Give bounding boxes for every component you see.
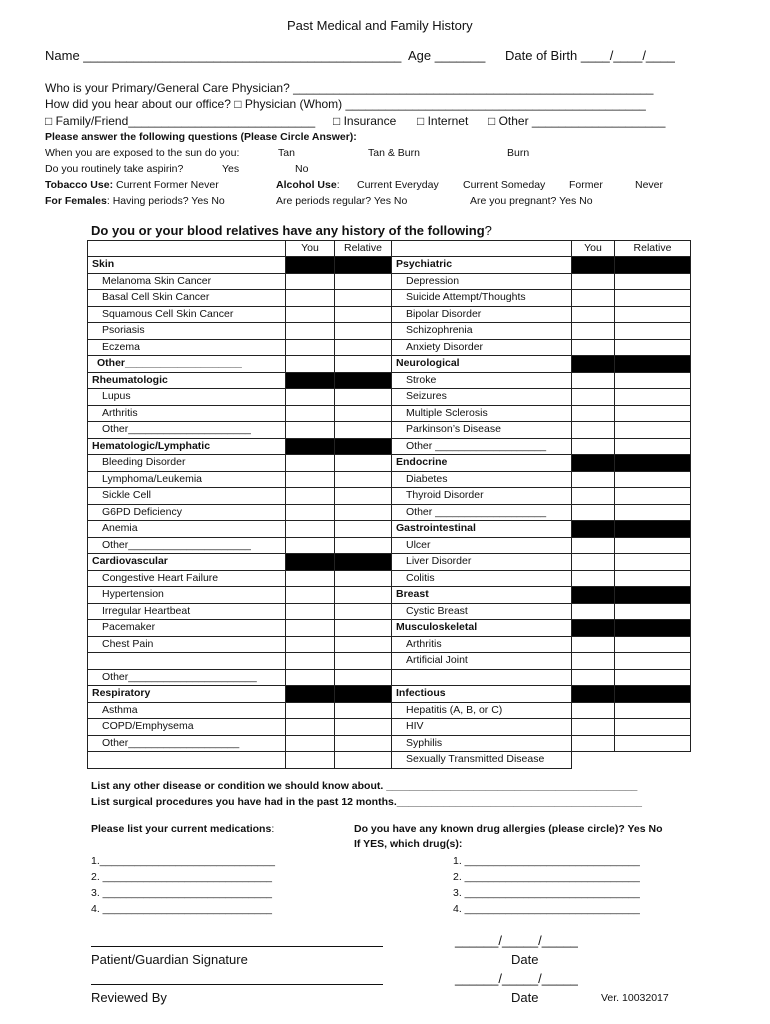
females-label: For Females: [45, 195, 107, 207]
you-cell-right[interactable]: [572, 735, 615, 752]
history-row: [88, 405, 691, 422]
relative-cell-right[interactable]: [615, 339, 691, 356]
category-heading-right: Psychiatric: [392, 257, 572, 274]
history-row: [88, 339, 691, 356]
you-cell-left[interactable]: [286, 521, 335, 538]
blocked-cell: [615, 257, 691, 274]
you-cell-right[interactable]: [572, 636, 615, 653]
history-row: [88, 537, 691, 554]
relative-cell-left[interactable]: [335, 273, 392, 290]
blocked-cell: [615, 620, 691, 637]
you-cell-right[interactable]: [572, 603, 615, 620]
history-row: [88, 471, 691, 488]
medication-line[interactable]: 2. _____________________________: [91, 871, 273, 883]
relative-cell-left[interactable]: [335, 471, 392, 488]
reviewed-date-label: Date: [511, 990, 539, 1005]
blocked-cell: [286, 372, 335, 389]
condition-left: Other___________________: [88, 735, 286, 752]
relative-cell-left[interactable]: [335, 636, 392, 653]
condition-right: Depression: [392, 273, 572, 290]
you-cell-right[interactable]: [572, 537, 615, 554]
relative-cell-left[interactable]: [335, 306, 392, 323]
category-heading-left: Respiratory: [88, 686, 286, 703]
relative-cell-right[interactable]: [615, 570, 691, 587]
history-row: [88, 587, 691, 604]
condition-left: Sickle Cell: [88, 488, 286, 505]
history-row: [88, 273, 691, 290]
relative-cell-right[interactable]: [615, 554, 691, 571]
condition-right: Cystic Breast: [392, 603, 572, 620]
relative-cell-left[interactable]: [335, 455, 392, 472]
blocked-cell: [572, 521, 615, 538]
history-row: [88, 389, 691, 406]
relative-cell-left[interactable]: [335, 356, 392, 373]
hear-about-field[interactable]: How did you hear about our office? □ Physician (Whom) _____________________________________________: [45, 97, 646, 111]
you-cell-left[interactable]: [286, 471, 335, 488]
blocked-cell: [572, 686, 615, 703]
condition-right: Artificial Joint: [392, 653, 572, 670]
category-heading-right: Gastrointestinal: [392, 521, 572, 538]
alcohol-label: Alcohol Use: [276, 179, 337, 191]
blocked-cell: [572, 356, 615, 373]
condition-right: Diabetes: [392, 471, 572, 488]
allergies-sub: If YES, which drug(s):: [354, 838, 463, 850]
you-cell-right[interactable]: [572, 422, 615, 439]
you-cell-left[interactable]: [286, 653, 335, 670]
you-cell-left[interactable]: [286, 323, 335, 340]
version-label: Ver. 10032017: [601, 992, 669, 1004]
blocked-cell: [286, 686, 335, 703]
medications-colon: :: [271, 823, 275, 835]
you-cell-left[interactable]: [286, 290, 335, 307]
sun-answer-tan[interactable]: Tan: [278, 147, 295, 159]
alcohol-colon: :: [336, 179, 340, 191]
condition-right: Sexually Transmitted Disease: [392, 752, 572, 769]
blocked-cell: [615, 686, 691, 703]
col-relative-right: Relative: [615, 241, 691, 257]
relative-cell-right[interactable]: [615, 405, 691, 422]
you-cell-right[interactable]: [572, 653, 615, 670]
sun-answer-burn[interactable]: Burn: [507, 147, 530, 159]
you-cell-left[interactable]: [286, 455, 335, 472]
relative-cell-left[interactable]: [335, 752, 392, 769]
relative-cell-right[interactable]: [615, 636, 691, 653]
category-heading-right: Endocrine: [392, 455, 572, 472]
condition-left: [88, 653, 286, 670]
relative-cell-left[interactable]: [335, 389, 392, 406]
category-heading-left: Rheumatologic: [88, 372, 286, 389]
condition-left: Psoriasis: [88, 323, 286, 340]
relative-cell-left[interactable]: [335, 620, 392, 637]
physician-field[interactable]: Who is your Primary/General Care Physician? ______________________________________________________: [45, 81, 654, 95]
blocked-cell: [615, 455, 691, 472]
history-row: [88, 719, 691, 736]
relative-cell-left[interactable]: [335, 702, 392, 719]
history-row: [88, 686, 691, 703]
history-row: [88, 636, 691, 653]
header-blank-right: [392, 241, 572, 257]
you-cell-right[interactable]: [572, 372, 615, 389]
instructions: Please answer the following questions (Please Circle Answer):: [45, 131, 357, 143]
condition-left: Lupus: [88, 389, 286, 406]
condition-left: Hypertension: [88, 587, 286, 604]
you-cell-left[interactable]: [286, 389, 335, 406]
page-title: Past Medical and Family History: [287, 18, 473, 33]
relative-cell-right[interactable]: [615, 735, 691, 752]
relative-cell-right[interactable]: [615, 323, 691, 340]
you-cell-left[interactable]: [286, 603, 335, 620]
blocked-cell: [572, 587, 615, 604]
blocked-cell: [286, 257, 335, 274]
history-row: [88, 257, 691, 274]
alcohol-former[interactable]: Former: [569, 179, 603, 191]
medication-line[interactable]: 3. _____________________________: [91, 887, 273, 899]
relative-cell-left[interactable]: [335, 570, 392, 587]
aspirin-yes[interactable]: Yes: [222, 163, 240, 175]
you-cell-left[interactable]: [286, 488, 335, 505]
relative-cell-left[interactable]: [335, 719, 392, 736]
you-cell-left[interactable]: [286, 306, 335, 323]
females-periods-question[interactable]: : Having periods? Yes No: [106, 195, 225, 207]
condition-left: Other_____________________: [88, 422, 286, 439]
medication-line[interactable]: 4. _____________________________: [91, 903, 273, 915]
history-row: [88, 488, 691, 505]
reviewed-by-line[interactable]: [91, 984, 383, 985]
category-heading-right: Neurological: [392, 356, 572, 373]
sun-question: When you are exposed to the sun do you:: [45, 147, 240, 159]
you-cell-right[interactable]: [572, 306, 615, 323]
name-field[interactable]: Name ____________________________________________: [45, 48, 402, 63]
relative-cell-left[interactable]: [335, 537, 392, 554]
condition-left: Arthritis: [88, 405, 286, 422]
you-cell-left[interactable]: [286, 752, 335, 769]
you-cell-left[interactable]: [286, 620, 335, 637]
you-cell-right[interactable]: [572, 719, 615, 736]
history-heading-text: Do you or your blood relatives have any history of the following: [91, 223, 485, 238]
blocked-cell: [615, 356, 691, 373]
category-heading-right: Musculoskeletal: [392, 620, 572, 637]
history-header-row: [88, 241, 691, 257]
relative-cell-right[interactable]: [615, 603, 691, 620]
relative-cell-left[interactable]: [335, 504, 392, 521]
you-cell-right[interactable]: [572, 471, 615, 488]
alcohol-never[interactable]: Never: [635, 179, 664, 191]
you-cell-right[interactable]: [572, 554, 615, 571]
relative-cell-right[interactable]: [615, 306, 691, 323]
relative-cell-left[interactable]: [335, 339, 392, 356]
blocked-cell: [335, 554, 392, 571]
you-cell-left[interactable]: [286, 735, 335, 752]
col-you-right: You: [572, 241, 615, 257]
condition-right: Liver Disorder: [392, 554, 572, 571]
patient-signature-label: Patient/Guardian Signature: [91, 952, 248, 967]
condition-left: [88, 752, 286, 769]
condition-left: Anemia: [88, 521, 286, 538]
you-cell-left[interactable]: [286, 669, 335, 686]
relative-cell-left[interactable]: [335, 587, 392, 604]
condition-left: Other_____________________: [88, 537, 286, 554]
history-row: [88, 372, 691, 389]
periods-regular-question[interactable]: Are periods regular? Yes No: [276, 195, 408, 207]
condition-left: Squamous Cell Skin Cancer: [88, 306, 286, 323]
condition-left: COPD/Emphysema: [88, 719, 286, 736]
condition-right: Stroke: [392, 372, 572, 389]
relative-cell-left[interactable]: [335, 669, 392, 686]
tobacco-label: Tobacco Use:: [45, 179, 114, 191]
relative-cell-right[interactable]: [615, 702, 691, 719]
you-cell-left[interactable]: [286, 422, 335, 439]
condition-right: Bipolar Disorder: [392, 306, 572, 323]
you-cell-right[interactable]: [572, 290, 615, 307]
condition-left: Basal Cell Skin Cancer: [88, 290, 286, 307]
other-checkbox[interactable]: □ Other ____________________: [488, 114, 666, 128]
you-cell-right[interactable]: [572, 405, 615, 422]
pregnant-question[interactable]: Are you pregnant? Yes No: [470, 195, 593, 207]
insurance-checkbox[interactable]: □ Insurance: [333, 114, 397, 128]
condition-right: Suicide Attempt/Thoughts: [392, 290, 572, 307]
medications-heading: [91, 823, 274, 835]
history-row: [88, 356, 691, 373]
you-cell-right[interactable]: [572, 488, 615, 505]
blocked-cell: [286, 438, 335, 455]
blocked-cell: [572, 620, 615, 637]
condition-left: Lymphoma/Leukemia: [88, 471, 286, 488]
history-row: [88, 620, 691, 637]
history-heading-qmark: ?: [484, 223, 492, 238]
allergy-line[interactable]: 2. ______________________________: [453, 871, 640, 883]
aspirin-question: Do you routinely take aspirin?: [45, 163, 184, 175]
history-row: [88, 735, 691, 752]
you-cell-left[interactable]: [286, 587, 335, 604]
category-heading-right: Infectious: [392, 686, 572, 703]
condition-right: Parkinson’s Disease: [392, 422, 572, 439]
you-cell-left[interactable]: [286, 273, 335, 290]
condition-right: Seizures: [392, 389, 572, 406]
category-heading-right: Breast: [392, 587, 572, 604]
condition-left: Pacemaker: [88, 620, 286, 637]
relative-cell-left[interactable]: [335, 653, 392, 670]
females-row: [45, 195, 225, 207]
you-cell-right[interactable]: [572, 339, 615, 356]
history-row: [88, 554, 691, 571]
history-heading: [91, 223, 492, 238]
condition-left: Eczema: [88, 339, 286, 356]
condition-right: Arthritis: [392, 636, 572, 653]
relative-cell-right[interactable]: [615, 719, 691, 736]
you-cell-left[interactable]: [286, 537, 335, 554]
surgical-field[interactable]: List surgical procedures you have had in the past 12 months.__________________________________________: [91, 796, 643, 808]
header-blank-left: [88, 241, 286, 257]
blocked-cell: [335, 257, 392, 274]
you-cell-left[interactable]: [286, 570, 335, 587]
blocked-cell: [615, 521, 691, 538]
history-row: [88, 306, 691, 323]
blocked-cell: [335, 372, 392, 389]
condition-right: Syphilis: [392, 735, 572, 752]
you-cell-right[interactable]: [572, 752, 615, 769]
alcohol-row: [276, 179, 340, 191]
condition-left: Asthma: [88, 702, 286, 719]
relative-cell-right[interactable]: [615, 290, 691, 307]
relative-cell-left[interactable]: [335, 323, 392, 340]
condition-right: Colitis: [392, 570, 572, 587]
history-row: [88, 438, 691, 455]
relative-cell-right[interactable]: [615, 504, 691, 521]
condition-left: Irregular Heartbeat: [88, 603, 286, 620]
you-cell-right[interactable]: [572, 669, 615, 686]
you-cell-left[interactable]: [286, 636, 335, 653]
age-field[interactable]: Age _______: [408, 48, 486, 63]
relative-cell-right[interactable]: [615, 471, 691, 488]
relative-cell-right[interactable]: [615, 752, 691, 769]
history-row: [88, 603, 691, 620]
aspirin-no[interactable]: No: [295, 163, 309, 175]
category-heading-left: Hematologic/Lymphatic: [88, 438, 286, 455]
history-row: [88, 521, 691, 538]
blocked-cell: [615, 587, 691, 604]
blocked-cell: [572, 455, 615, 472]
blocked-cell: [335, 438, 392, 455]
you-cell-left[interactable]: [286, 405, 335, 422]
blocked-cell: [572, 257, 615, 274]
you-cell-right[interactable]: [572, 438, 615, 455]
relative-cell-right[interactable]: [615, 372, 691, 389]
you-cell-left[interactable]: [286, 702, 335, 719]
history-row: [88, 422, 691, 439]
condition-right: Thyroid Disorder: [392, 488, 572, 505]
condition-left: Other______________________: [88, 669, 286, 686]
patient-date-label: Date: [511, 952, 539, 967]
category-heading-left: Cardiovascular: [88, 554, 286, 571]
blocked-cell: [286, 554, 335, 571]
allergy-line[interactable]: 1. ______________________________: [453, 855, 640, 867]
alcohol-current-someday[interactable]: Current Someday: [463, 179, 546, 191]
condition-right: Other ___________________: [392, 438, 572, 455]
condition-left: Bleeding Disorder: [88, 455, 286, 472]
relative-cell-left[interactable]: [335, 521, 392, 538]
condition-right: Other ___________________: [392, 504, 572, 521]
relative-cell-right[interactable]: [615, 669, 691, 686]
relative-cell-left[interactable]: [335, 405, 392, 422]
history-row: [88, 323, 691, 340]
condition-left: G6PD Deficiency: [88, 504, 286, 521]
relative-cell-left[interactable]: [335, 603, 392, 620]
condition-right: Ulcer: [392, 537, 572, 554]
condition-right: Anxiety Disorder: [392, 339, 572, 356]
relative-cell-right[interactable]: [615, 438, 691, 455]
allergies-question[interactable]: Do you have any known drug allergies (please circle)? Yes No: [354, 823, 663, 835]
relative-cell-right[interactable]: [615, 422, 691, 439]
alcohol-current-everyday[interactable]: Current Everyday: [357, 179, 439, 191]
condition-right: Multiple Sclerosis: [392, 405, 572, 422]
history-table: [87, 240, 691, 769]
category-heading-left: Skin: [88, 257, 286, 274]
relative-cell-left[interactable]: [335, 422, 392, 439]
condition-right: [392, 669, 572, 686]
relative-cell-left[interactable]: [335, 290, 392, 307]
patient-date-field[interactable]: ______/_____/_____: [455, 933, 578, 948]
history-row: [88, 455, 691, 472]
internet-checkbox[interactable]: □ Internet: [417, 114, 469, 128]
condition-left: Other____________________: [88, 356, 286, 373]
blocked-cell: [335, 686, 392, 703]
relative-cell-right[interactable]: [615, 389, 691, 406]
you-cell-left[interactable]: [286, 504, 335, 521]
history-row: [88, 570, 691, 587]
condition-right: Hepatitis (A, B, or C): [392, 702, 572, 719]
medications-label: Please list your current medications: [91, 823, 272, 835]
you-cell-right[interactable]: [572, 323, 615, 340]
condition-left: Melanoma Skin Cancer: [88, 273, 286, 290]
col-you-left: You: [286, 241, 335, 257]
reviewed-by-label: Reviewed By: [91, 990, 167, 1005]
relative-cell-right[interactable]: [615, 653, 691, 670]
condition-right: HIV: [392, 719, 572, 736]
you-cell-right[interactable]: [572, 570, 615, 587]
you-cell-left[interactable]: [286, 719, 335, 736]
dob-field[interactable]: Date of Birth ____/____/____: [505, 48, 675, 63]
history-row: [88, 669, 691, 686]
patient-signature-line[interactable]: [91, 946, 383, 947]
relative-cell-right[interactable]: [615, 537, 691, 554]
allergy-line[interactable]: 4. ______________________________: [453, 903, 640, 915]
medication-line[interactable]: 1.______________________________: [91, 855, 275, 867]
tobacco-row: [45, 179, 219, 191]
tobacco-options[interactable]: Current Former Never: [116, 179, 219, 191]
relative-cell-left[interactable]: [335, 735, 392, 752]
relative-cell-right[interactable]: [615, 488, 691, 505]
other-disease-field[interactable]: List any other disease or condition we should know about. ___________________________________________: [91, 780, 638, 792]
you-cell-left[interactable]: [286, 356, 335, 373]
allergy-line[interactable]: 3. ______________________________: [453, 887, 640, 899]
history-row: [88, 702, 691, 719]
family-friend-checkbox[interactable]: □ Family/Friend____________________________: [45, 114, 316, 128]
reviewed-date-field[interactable]: ______/_____/_____: [455, 971, 578, 986]
condition-right: Schizophrenia: [392, 323, 572, 340]
relative-cell-right[interactable]: [615, 273, 691, 290]
you-cell-left[interactable]: [286, 339, 335, 356]
you-cell-right[interactable]: [572, 389, 615, 406]
sun-answer-tan-burn[interactable]: Tan & Burn: [368, 147, 420, 159]
history-row: [88, 653, 691, 670]
history-row: [88, 752, 691, 769]
relative-cell-left[interactable]: [335, 488, 392, 505]
you-cell-right[interactable]: [572, 702, 615, 719]
condition-left: Congestive Heart Failure: [88, 570, 286, 587]
col-relative-left: Relative: [335, 241, 392, 257]
you-cell-right[interactable]: [572, 273, 615, 290]
condition-left: Chest Pain: [88, 636, 286, 653]
history-row: [88, 290, 691, 307]
you-cell-right[interactable]: [572, 504, 615, 521]
history-row: [88, 504, 691, 521]
